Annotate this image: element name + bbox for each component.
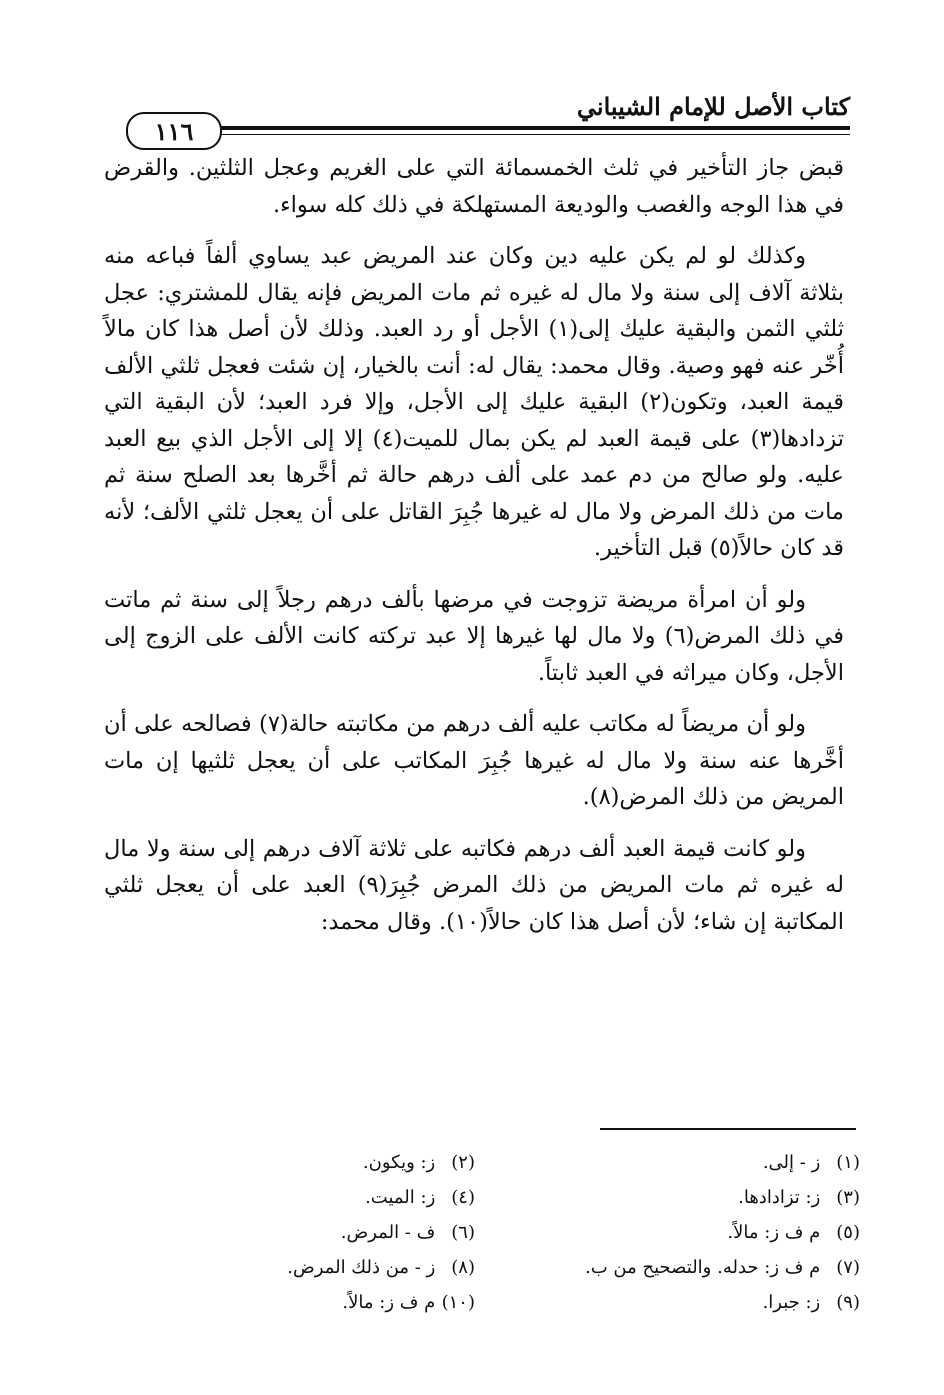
footnote [515,1180,860,1215]
footnote-number: (٢) [451,1152,475,1173]
footnote [130,1285,475,1320]
paragraph: قبض جاز التأخير في ثلث الخمسمائة التي على الغريم وعجل الثلثين. والقرض في هذا الوجه والغصب والوديعة المستهلكة في ذلك كله سواء. [104,155,844,218]
footnote-number: (٥) [836,1222,860,1243]
footnote [515,1285,860,1320]
paragraph: ولو كانت قيمة العبد ألف درهم فكاتبه على ثلاثة آلاف درهم إلى سنة ولا مال له غيره ثم مات المريض من ذلك المرض جُبِرَ(٩) العبد على أن يعجل ثلثي المكاتبة إن شاء؛ لأن أصل هذا كان حالاً(١٠). وقال محمد: [104,835,845,935]
header-rule-thick [200,126,850,130]
footnotes [130,1145,860,1320]
footnote [130,1215,475,1250]
footnote-number: (١) [836,1152,860,1173]
footnote-text: م ف ز: مالاً. [342,1292,436,1313]
footnote [130,1250,475,1285]
footnote-text: ز - إلى. [762,1152,821,1173]
footnote [515,1250,860,1285]
book-title: كتاب الأصل للإمام الشيباني [576,92,850,121]
footnote [515,1215,860,1250]
footnote-text: ز - من ذلك المرض. [287,1257,436,1278]
footnote-text: ف - المرض. [340,1222,436,1243]
footnote-number: (٦) [451,1222,475,1243]
footnote [515,1145,860,1180]
footnote-text: ز: الميت. [365,1187,436,1208]
footnote-text: م ف ز: مالاً. [727,1222,821,1243]
page-number: ١١٦ [126,112,222,150]
footnote-separator [600,1128,856,1130]
footnote [130,1145,475,1180]
footnote-number: (٤) [451,1187,475,1208]
main-text [104,150,844,955]
footnote-text: ز: تزادادها. [738,1187,821,1208]
footnote-number: (٣) [836,1187,860,1208]
paragraph: ولو أن مريضاً له مكاتب عليه ألف درهم من مكاتبته حالة(٧) فصالحه على أن أخَّرها عنه سنة ولا مال له غيرها جُبِرَ المكاتب على أن يعجل ثلثيها إن مات المريض من ذلك المرض(٨). [104,711,844,810]
footnote [130,1180,475,1215]
footnote-number: (١٠) [441,1292,475,1313]
footnote-text: ز: ويكون. [362,1152,436,1173]
footnote-number: (٨) [451,1257,475,1278]
paragraph: وكذلك لو لم يكن عليه دين وكان عند المريض عبد يساوي ألفاً فباعه منه بثلاثة آلاف إلى سنة ولا مال له غيره ثم مات المريض فإنه يقال للمشتري: عجل ثلثي الثمن والبقية عليك إلى(١) الأجل أو رد العبد. وذلك لأن أصل هذا كان مالاً أُخّر عنه فهو وصية. وقال محمد: يقال له: أنت بالخيار، إن شئت فعجل ثلثي الألف قيمة العبد، وتكون(٢) البقية عليك إلى الأجل، وإلا فرد العبد؛ لأن البقية التي تزدادها(٣) على قيمة العبد لم يكن بمال للميت(٤) إلا إلى الأجل الذي بيع العبد عليه. ولو صالح من دم عمد على ألف درهم حالة ثم أخَّرها بعد الصلح سنة ثم مات من ذلك المرض ولا مال له غيرها جُبِرَ القاتل على أن يعجل ثلثي الألف؛ لأنه قد كان حالاً(٥) قبل التأخير. [104,243,845,561]
footnote-number: (٧) [836,1257,860,1278]
footnote-text: ز: جبرا. [762,1292,821,1313]
footnote-number: (٩) [836,1292,860,1313]
page-header [100,84,850,146]
paragraph: ولو أن امرأة مريضة تزوجت في مرضها بألف درهم رجلاً إلى سنة ثم ماتت في ذلك المرض(٦) ولا مال لها غيرها إلا عبد تركته كانت الألف على الزوج إلى الأجل، وكان ميراثه في العبد ثابتاً. [104,586,844,686]
header-rule-thin [200,134,850,135]
footnote-text: م ف ز: حدله. والتصحيح من ب. [585,1257,821,1278]
